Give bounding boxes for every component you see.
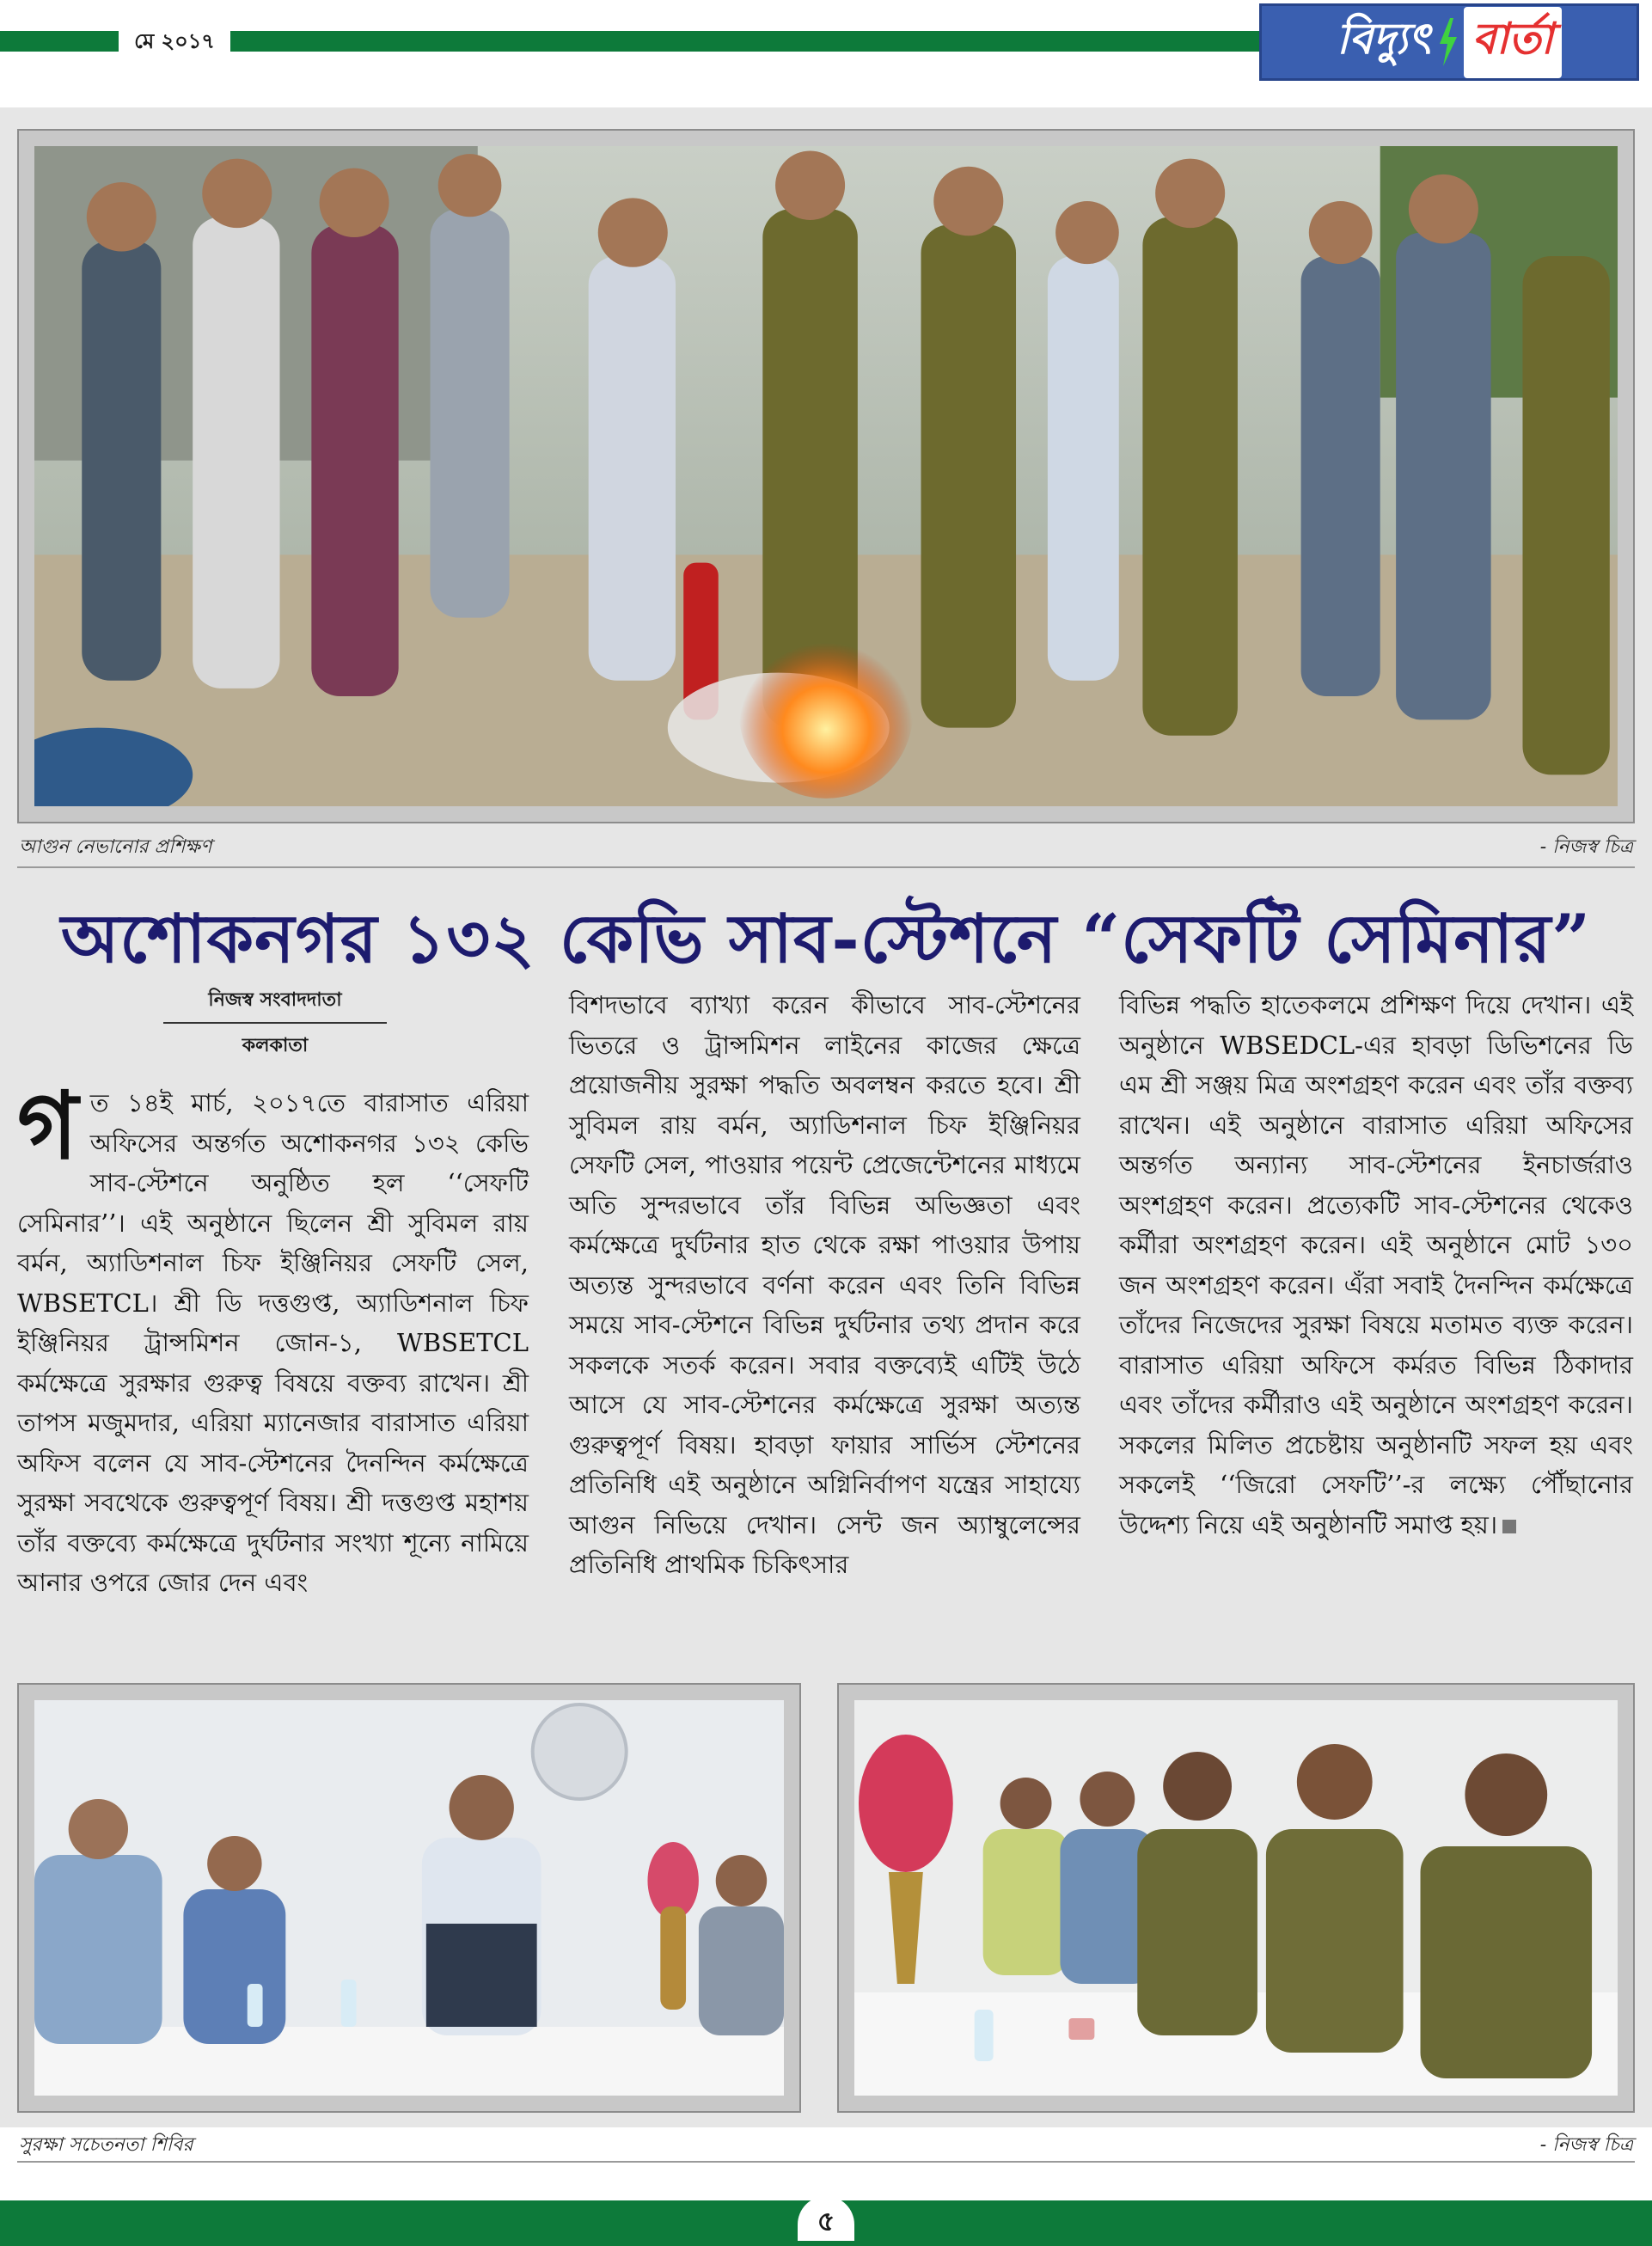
caption-divider: [17, 866, 1635, 868]
fire-training-photo: [34, 146, 1618, 806]
masthead-logo: [1259, 3, 1639, 81]
column-2-text: বিশদভাবে ব্যাখ্যা করেন কীভাবে সাব-স্টেশনের ভিতরে ও ট্রান্সমিশন লাইনের কাজের ক্ষেত্রে প্রয়োজনীয় সুরক্ষা পদ্ধতি অবলম্বন করতে হবে। শ্রী সুবিমল রায় বর্মন, অ্যাডিশনাল চিফ ইঞ্জিনিয়র সেফটি সেল, পাওয়ার পয়েন্ট প্রেজেন্টেশনের মাধ্যমে অতি সুন্দরভাবে তাঁর বিভিন্ন অভিজ্ঞতা এবং কর্মক্ষেত্রে দুর্ঘটনার হাত থেকে রক্ষা পাওয়ার উপায় অত্যন্ত সুন্দরভাবে বর্ণনা করেন এবং তিনি বিভিন্ন সময়ে সাব-স্টেশনে বিভিন্ন দুর্ঘটনার তথ্য প্রদান করে সকলকে সতর্ক করেন। সবার বক্তব্যেই এটিই উঠে আসে যে সাব-স্টেশনের কর্মক্ষেত্রে সুরক্ষা অত্যন্ত গুরুত্বপূর্ণ বিষয়। হাবড়া ফায়ার সার্ভিস স্টেশনের প্রতিনিধি এই অনুষ্ঠানে অগ্নিনির্বাপণ যন্ত্রের সাহায্যে আগুন নিভিয়ে দেখান। সেন্ট জন অ্যাম্বুলেন্সের প্রতিনিধি প্রাথমিক চিকিৎসার: [569, 990, 1080, 1579]
top-photo-credit: - নিজস্ব চিত্র: [1539, 836, 1633, 858]
end-mark: [1502, 1520, 1516, 1533]
byline-rule: [163, 1022, 387, 1024]
byline: [163, 985, 387, 1062]
page-number: ৫: [798, 2196, 854, 2241]
bottom-left-photo-frame: [17, 1683, 801, 2113]
bottom-right-photo-frame: [837, 1683, 1635, 2113]
column-1-text: ত ১৪ই মার্চ, ২০১৭তে বারাসাত এরিয়া অফিসের অন্তর্গত অশোকনগর ১৩২ কেভি সাব-স্টেশনে অনুষ্ঠিত হল ‘‘সেফটি সেমিনার’’। এই অনুষ্ঠানে ছিলেন শ্রী সুবিমল রায় বর্মন, অ্যাডিশনাল চিফ ইঞ্জিনিয়র সেফটি সেল, WBSETCL। শ্রী ডি দত্তগুপ্ত, অ্যাডিশনাল চিফ ইঞ্জিনিয়র ট্রান্সমিশন জোন-১, WBSETCL কর্মক্ষেত্রে সুরক্ষার গুরুত্ব বিষয়ে বক্তব্য রাখেন। শ্রী তাপস মজুমদার, এরিয়া ম্যানেজার বারাসাত এরিয়া অফিস বলেন যে সাব-স্টেশনের দৈনন্দিন কর্মক্ষেত্রে সুরক্ষা সবথেকে গুরুত্বপূর্ণ বিষয়। শ্রী দত্তগুপ্ত মহাশয় তাঁর বক্তব্যে কর্মক্ষেত্রে দুর্ঘটনার সংখ্যা শূন্যে নামিয়ে আনার ওপরে জোর দেন এবং: [17, 1088, 529, 1597]
bottom-photo-caption: সুরক্ষা সচেতনতা শিবির: [19, 2134, 193, 2156]
bottom-photo-credit: - নিজস্ব চিত্র: [1539, 2134, 1633, 2156]
column-3-text: বিভিন্ন পদ্ধতি হাতেকলমে প্রশিক্ষণ দিয়ে দেখান। এই অনুষ্ঠানে WBSEDCL-এর হাবড়া ডিভিশনের ডি এম শ্রী সঞ্জয় মিত্র অংশগ্রহণ করেন এবং তাঁর বক্তব্য রাখেন। এই অনুষ্ঠানে বারাসাত এরিয়া অফিসের অন্তর্গত অন্যান্য সাব-স্টেশনের ইনচার্জরাও অংশগ্রহণ করেন। প্রত্যেকটি সাব-স্টেশনের থেকেও কর্মীরা অংশগ্রহণ করেন। এই অনুষ্ঠানে মোট ১৩০ জন অংশগ্রহণ করেন। এঁরা সবাই দৈনন্দিন কর্মক্ষেত্রে তাঁদের নিজেদের সুরক্ষা বিষয়ে মতামত ব্যক্ত করেন। বারাসাত এরিয়া অফিসে কর্মরত বিভিন্ন ঠিকাদার এবং তাঁদের কর্মীরাও এই অনুষ্ঠানে অংশগ্রহণ করেন। সকলের মিলিত প্রচেষ্টায় অনুষ্ঠানটি সফল হয় এবং সকলেই ‘‘জিরো সেফটি’’-র লক্ষ্যে পৌঁছানোর উদ্দেশ্য নিয়ে এই অনুষ্ঠানটি সমাপ্ত হয়।: [1119, 990, 1633, 1539]
drop-cap: গ: [17, 1072, 78, 1180]
article-column-2: [569, 985, 1080, 1585]
article-column-1: [17, 1072, 529, 1603]
article-column-3: [1119, 985, 1633, 1545]
byline-reporter: নিজস্ব সংবাদদাতা: [208, 989, 342, 1011]
top-photo-caption: আগুন নেভানোর প্রশিক্ষণ: [19, 836, 212, 858]
seminar-speaker-photo: [34, 1700, 784, 2096]
lightning-bolt-icon: [1436, 18, 1459, 66]
logo-word-1: বিদ্যুৎ: [1337, 12, 1431, 64]
issue-date: মে ২০১৭: [119, 24, 230, 58]
top-photo-frame: [17, 129, 1635, 823]
article-headline: অশোকনগর ১৩২ কেভি সাব-স্টেশনে “সেফটি সেমিনার”: [60, 900, 1592, 978]
bottom-caption-divider: [17, 2161, 1635, 2163]
byline-place: কলকাতা: [242, 1035, 309, 1056]
seminar-officials-photo: [854, 1700, 1618, 2096]
logo-word-2: বার্তা: [1464, 7, 1562, 78]
